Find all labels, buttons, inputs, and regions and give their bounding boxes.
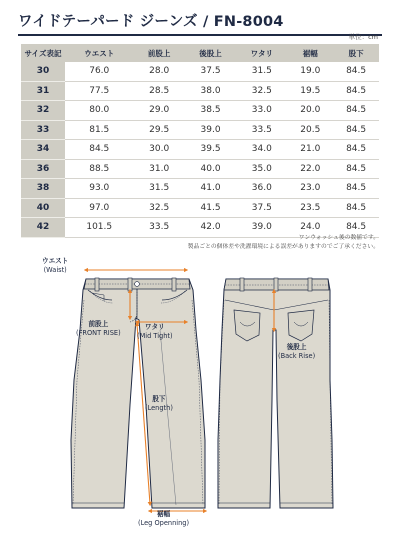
cell-size: 36	[21, 159, 65, 179]
cell-waist: 80.0	[65, 101, 133, 121]
cell-back-rise: 41.5	[185, 198, 236, 218]
cell-inseam: 84.5	[333, 140, 379, 160]
cell-front-rise: 29.5	[133, 120, 184, 140]
cell-front-rise: 28.0	[133, 62, 184, 81]
cell-waist: 97.0	[65, 198, 133, 218]
cell-size: 38	[21, 179, 65, 199]
cell-hem: 24.0	[287, 218, 333, 238]
cell-hem: 23.5	[287, 198, 333, 218]
header-hem: 裾幅	[287, 44, 333, 62]
cell-thigh: 31.5	[236, 62, 287, 81]
cell-hem: 19.5	[287, 81, 333, 101]
cell-inseam: 84.5	[333, 81, 379, 101]
cell-waist: 76.0	[65, 62, 133, 81]
cell-front-rise: 32.5	[133, 198, 184, 218]
label-thigh-en: (Mid Tight)	[137, 332, 173, 340]
label-inseam	[145, 395, 173, 413]
cell-size: 32	[21, 101, 65, 121]
cell-front-rise: 29.0	[133, 101, 184, 121]
label-hem	[138, 510, 189, 528]
label-back-rise-jp: 後股上	[286, 343, 307, 351]
cell-back-rise: 41.0	[185, 179, 236, 199]
cell-waist: 93.0	[65, 179, 133, 199]
cell-thigh: 33.0	[236, 101, 287, 121]
cell-back-rise: 37.5	[185, 62, 236, 81]
label-waist-en: (Waist)	[43, 266, 67, 274]
cell-thigh: 37.5	[236, 198, 287, 218]
label-back-rise-en: (Back Rise)	[278, 352, 316, 360]
cell-size: 33	[21, 120, 65, 140]
label-hem-jp: 裾幅	[156, 510, 171, 518]
cell-back-rise: 38.0	[185, 81, 236, 101]
cell-back-rise: 39.0	[185, 120, 236, 140]
header-inseam: 股下	[333, 44, 379, 62]
cell-thigh: 36.0	[236, 179, 287, 199]
cell-hem: 23.0	[287, 179, 333, 199]
cell-front-rise: 30.0	[133, 140, 184, 160]
label-thigh	[137, 323, 173, 341]
cell-inseam: 84.5	[333, 101, 379, 121]
cell-front-rise: 31.5	[133, 179, 184, 199]
cell-size: 31	[21, 81, 65, 101]
cell-waist: 84.5	[65, 140, 133, 160]
note-wash: ワンウォッシュ後の数値です。	[298, 235, 379, 241]
label-inseam-jp: 股下	[152, 395, 166, 403]
label-waist	[42, 257, 68, 275]
front-pants-illustration	[71, 278, 205, 508]
header-waist: ウエスト	[65, 44, 133, 62]
cell-thigh: 32.5	[236, 81, 287, 101]
label-front-rise-jp: 前股上	[88, 320, 109, 328]
cell-size: 42	[21, 218, 65, 238]
cell-inseam: 84.5	[333, 198, 379, 218]
cell-size: 40	[21, 198, 65, 218]
cell-back-rise: 42.0	[185, 218, 236, 238]
cell-hem: 19.0	[287, 62, 333, 81]
unit-label: 単位：cm	[348, 33, 378, 41]
back-pants-illustration	[218, 278, 333, 508]
header-front-rise: 前股上	[133, 44, 184, 62]
cell-size: 30	[21, 62, 65, 81]
cell-hem: 20.0	[287, 101, 333, 121]
cell-front-rise: 31.0	[133, 159, 184, 179]
cell-waist: 77.5	[65, 81, 133, 101]
label-hem-en: (Leg Openning)	[138, 519, 190, 527]
cell-thigh: 35.0	[236, 159, 287, 179]
note-variance: 製品ごとの個体差や洗濯環境による誤差がありますのでご了承ください。	[187, 244, 379, 250]
cell-hem: 20.5	[287, 120, 333, 140]
cell-thigh: 34.0	[236, 140, 287, 160]
cell-inseam: 84.5	[333, 120, 379, 140]
cell-back-rise: 39.5	[185, 140, 236, 160]
cell-inseam: 84.5	[333, 159, 379, 179]
cell-hem: 22.0	[287, 159, 333, 179]
header-back-rise: 後股上	[185, 44, 236, 62]
label-inseam-en: (Length)	[145, 404, 173, 412]
cell-back-rise: 40.0	[185, 159, 236, 179]
label-front-rise	[76, 320, 121, 338]
cell-front-rise: 28.5	[133, 81, 184, 101]
cell-size: 34	[21, 140, 65, 160]
cell-inseam: 84.5	[333, 179, 379, 199]
label-back-rise	[278, 343, 315, 361]
cell-thigh: 33.5	[236, 120, 287, 140]
cell-inseam: 84.5	[333, 62, 379, 81]
label-waist-jp: ウエスト	[42, 257, 69, 265]
label-front-rise-en: (FRONT RISE)	[76, 329, 121, 337]
cell-back-rise: 38.5	[185, 101, 236, 121]
cell-inseam: 84.5	[333, 218, 379, 238]
page-title: ワイドテーパード ジーンズ / FN-8004	[18, 14, 284, 30]
cell-hem: 21.0	[287, 140, 333, 160]
header-size: サイズ表記	[21, 44, 65, 62]
header-thigh: ワタリ	[236, 44, 287, 62]
cell-thigh: 39.0	[236, 218, 287, 238]
cell-front-rise: 33.5	[133, 218, 184, 238]
cell-waist: 101.5	[65, 218, 133, 238]
label-thigh-jp: ワタリ	[144, 323, 165, 331]
cell-waist: 88.5	[65, 159, 133, 179]
cell-waist: 81.5	[65, 120, 133, 140]
